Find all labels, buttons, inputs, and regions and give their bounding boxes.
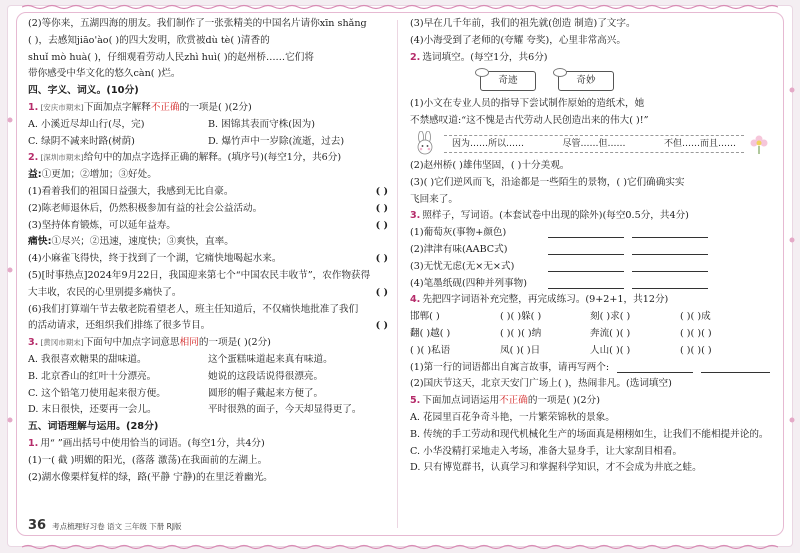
answer-line[interactable] [548,244,624,255]
meaning-options-yi: 益:①更加；②增加；③好处。 [28,169,157,181]
answer-line[interactable] [548,227,624,238]
question-2-stem: 2. [深圳市期末]给句中的加点字选择正确的解释。(填序号)(每空1分，共6分) [28,152,342,164]
idiom-cell[interactable]: 翻( )越( ) [410,327,451,339]
question-3-option[interactable]: C. 这个铅笔刀使用起来很方便。 圆形的帽子戴起来方便了。 [28,387,324,399]
bottom-wave-decoration [22,544,778,550]
question-3-option[interactable]: D. 末日很快，还要再一会儿。 平时很熟的面子，今天却显得更了。 [28,404,362,416]
question-3-option[interactable]: B. 北京香山的红叶十分漂亮。 她说的这段话说得很漂亮。 [28,370,324,382]
question-2-stem: 2. 选词填空。(每空1分，共6分) [410,51,548,63]
answer-bracket[interactable]: ( ) [375,286,388,298]
list-item: (2)国庆节这天，北京天安门广场上( )，热闹非凡。(选词填空) [410,378,672,390]
option-a[interactable]: A. 小溪近尽却山行(尽，完) [28,118,145,130]
list-item: (3)( )它们逆风而飞，沿途都是一些陌生的景物，( )它们确确实实 [410,176,685,188]
list-item: (1)一( 截 )明媚的阳光，(落落 激荡)在我面前的左湖上。 [28,454,268,466]
emphasis-text: 不正确 [150,101,180,113]
right-column [410,16,770,477]
option-b[interactable]: B. 困锦其表而守株(因为) [208,118,315,130]
right-binding-decoration [788,40,796,500]
question-number: 1. [28,101,39,113]
answer-line[interactable] [548,261,624,272]
conjunction-item[interactable]: 因为……所以…… [452,138,525,149]
list-item: (1)葡萄灰(事物+颜色) [410,225,770,242]
list-item: (2)陈老师退休后，仍然积极参加有益的社会公益活动。 ( ) [28,201,388,218]
list-item: (2)湖水像栗样复样的绿，路(平静 宁静)的在里泛着幽光。 [28,471,273,483]
answer-line[interactable] [548,278,624,289]
option-a[interactable]: A. 花园里百花争奇斗艳，一片繁荣锦秋的景象。 [410,411,615,423]
meaning-options-kuai: 痛快:①尽兴；②迅速，速度快；③爽快，直率。 [28,236,234,248]
list-item: 的活动请求，还组织我们排练了很多节目。 ( ) [28,318,388,335]
list-item: (2)赵州桥( )雄伟坚固，( )十分美观。 [410,159,570,171]
list-item: (4)小海受到了老师的(夸耀 夸奖)，心里非常高兴。 [410,34,626,46]
word-bank [410,66,770,96]
footer-text: 考点梳理好习卷 语文 三年级 下册 RJ版 [52,522,182,531]
conjunction-bank [410,130,770,158]
option-b[interactable]: B. 传统的手工劳动和现代机械化生产的场面真是栩栩如生，让我们不能相提并论的。 [410,428,769,440]
answer-line[interactable] [632,244,708,255]
answer-line[interactable] [632,227,708,238]
left-binding-decoration [6,40,14,500]
answer-line[interactable] [617,362,693,373]
list-item: (1)第一行的词语都出自寓言故事，请再写两个: [410,360,770,377]
list-item: (5)[时事热点]2024年9月22日，我国迎来第七个“中国农民丰收节”，农作物获得 [28,269,371,281]
word-card[interactable]: 奇迹 [480,71,536,91]
option-d[interactable]: D. 只有博览群书，认真学习和掌握科学知识，才不会成为井底之蛙。 [410,462,702,474]
idiom-cell[interactable]: 凤( )( )日 [500,344,541,356]
question-4-stem: 4. 先把四字词语补充完整，再完成练习。(9+2+1，共12分) [410,294,669,306]
list-item: 不禁感叹道:“这不愧是古代劳动人民创造出来的伟大( )!” [410,115,649,127]
answer-bracket[interactable]: ( ) [375,253,388,265]
question-source: [安庆市期末] [40,102,84,112]
column-divider [397,20,398,528]
idiom-cell[interactable]: 奔流( )( ) [590,327,631,339]
option-c[interactable]: C. 小华没精打采地走入考场，准备大显身手，让大家刮目相看。 [410,445,683,457]
intro-line: ( )，去感知jiāo'ào( )的四大发明，欣赏被dù tè( )清香的 [28,34,270,46]
word-card[interactable]: 奇妙 [558,71,614,91]
list-item: (3)无忧无虑(无×无×式) [410,259,770,276]
page-footer [28,518,182,533]
idiom-cell[interactable]: ( )( )( ) [680,344,712,356]
question-5-stem: 5. 下面加点词语运用不正确的一项是( )(2分) [410,395,600,407]
question-1-options [28,117,388,134]
option-d[interactable]: D. 爆竹声中一岁除(流逝，过去) [208,135,345,147]
idiom-cell[interactable]: ( )( )私语 [410,344,451,356]
question-3-stem: 3. 照样子，写词语。(本套试卷中出现的除外)(每空0.5分，共4分) [410,210,689,222]
left-column [28,16,388,486]
answer-line[interactable] [632,278,708,289]
list-item: (4)小麻雀飞得快，终于找到了一个湖，它痛快地喝起水来。 ( ) [28,251,388,268]
list-item: (3)早在几千年前，我们的祖先就(创造 制造)了文字。 [410,18,636,29]
answer-bracket[interactable]: ( ) [375,202,388,214]
answer-line[interactable] [701,362,770,373]
bunny-illustration-icon [410,131,440,157]
answer-bracket[interactable]: ( ) [375,185,388,197]
answer-line[interactable] [632,261,708,272]
list-item: (1)看着我们的祖国日益强大，我感到无比自豪。 ( ) [28,184,388,201]
idiom-cell[interactable]: 邯郸( ) [410,311,440,323]
question-1-options [28,134,388,151]
answer-bracket[interactable]: ( ) [375,320,388,332]
list-item: 大丰收，农民的心里别提多痛快了。 ( ) [28,285,388,302]
intro-line: shuǐ mò huà( )，仔细观看劳动人民zhì huì( )的赵州桥……它们将 [28,51,314,63]
question-1-stem: 1. [安庆市期末]下面加点字解释不正确的一项是( )(2分) [28,101,252,113]
list-item: (6)我们打算端午节去敬老院看望老人，班主任知道后，不仅痛快地批准了我们 [28,303,359,315]
idiom-cell[interactable]: 人山( )( ) [590,344,631,356]
idiom-cell[interactable]: ( )( )( )纳 [500,327,542,339]
section-five-title: 五、词语理解与运用。(28分) [28,421,159,433]
question-5-1-stem: 1. 用“ ”画出括号中使用恰当的词语。(每空1分，共4分) [28,437,265,449]
question-3-stem: 3. [黄冈市期末]下面句中加点字词意思相同的一项是( )(2分) [28,337,271,349]
answer-bracket[interactable]: ( ) [375,219,388,231]
option-c[interactable]: C. 绿阴不减来时路(树荫) [28,135,135,147]
list-item: (3)坚持体育锻炼，可以延年益寿。 ( ) [28,218,388,235]
question-3-option[interactable]: A. 我很喜欢糖果的甜味道。 这个蛋糕味道起来真有味道。 [28,353,333,365]
intro-line: (2)等你来，五湖四海的朋友。我们制作了一张张精美的中国名片请你xīn shǎng [28,18,367,29]
conjunction-item[interactable]: 尽管……但…… [562,138,626,149]
page-number: 36 [28,518,47,533]
intro-line: 带你感受中华文化的悠久càn( )烂。 [28,68,181,80]
conjunction-item[interactable]: 不但……而且…… [663,138,736,149]
section-four-title: 四、字义、词义。(10分) [28,85,139,97]
list-item: (4)笔墨纸砚(四种并列事物) [410,276,770,293]
idiom-cell[interactable]: ( )( )成 [680,311,711,323]
list-item: (2)津津有味(AABC式) [410,242,770,259]
idiom-cell[interactable]: ( )( )( ) [680,327,712,339]
list-item: (1)小文在专业人员的指导下尝试制作原始的造纸术，她 [410,98,645,110]
idiom-cell[interactable]: ( )( )躲( ) [500,311,542,323]
idiom-grid [410,309,770,359]
idiom-cell[interactable]: 刻( )求( ) [590,311,631,323]
conjunction-strip [444,135,744,153]
list-item: 飞回来了。 [410,193,458,205]
top-wave-decoration [22,4,778,10]
flower-illustration-icon [748,133,770,155]
